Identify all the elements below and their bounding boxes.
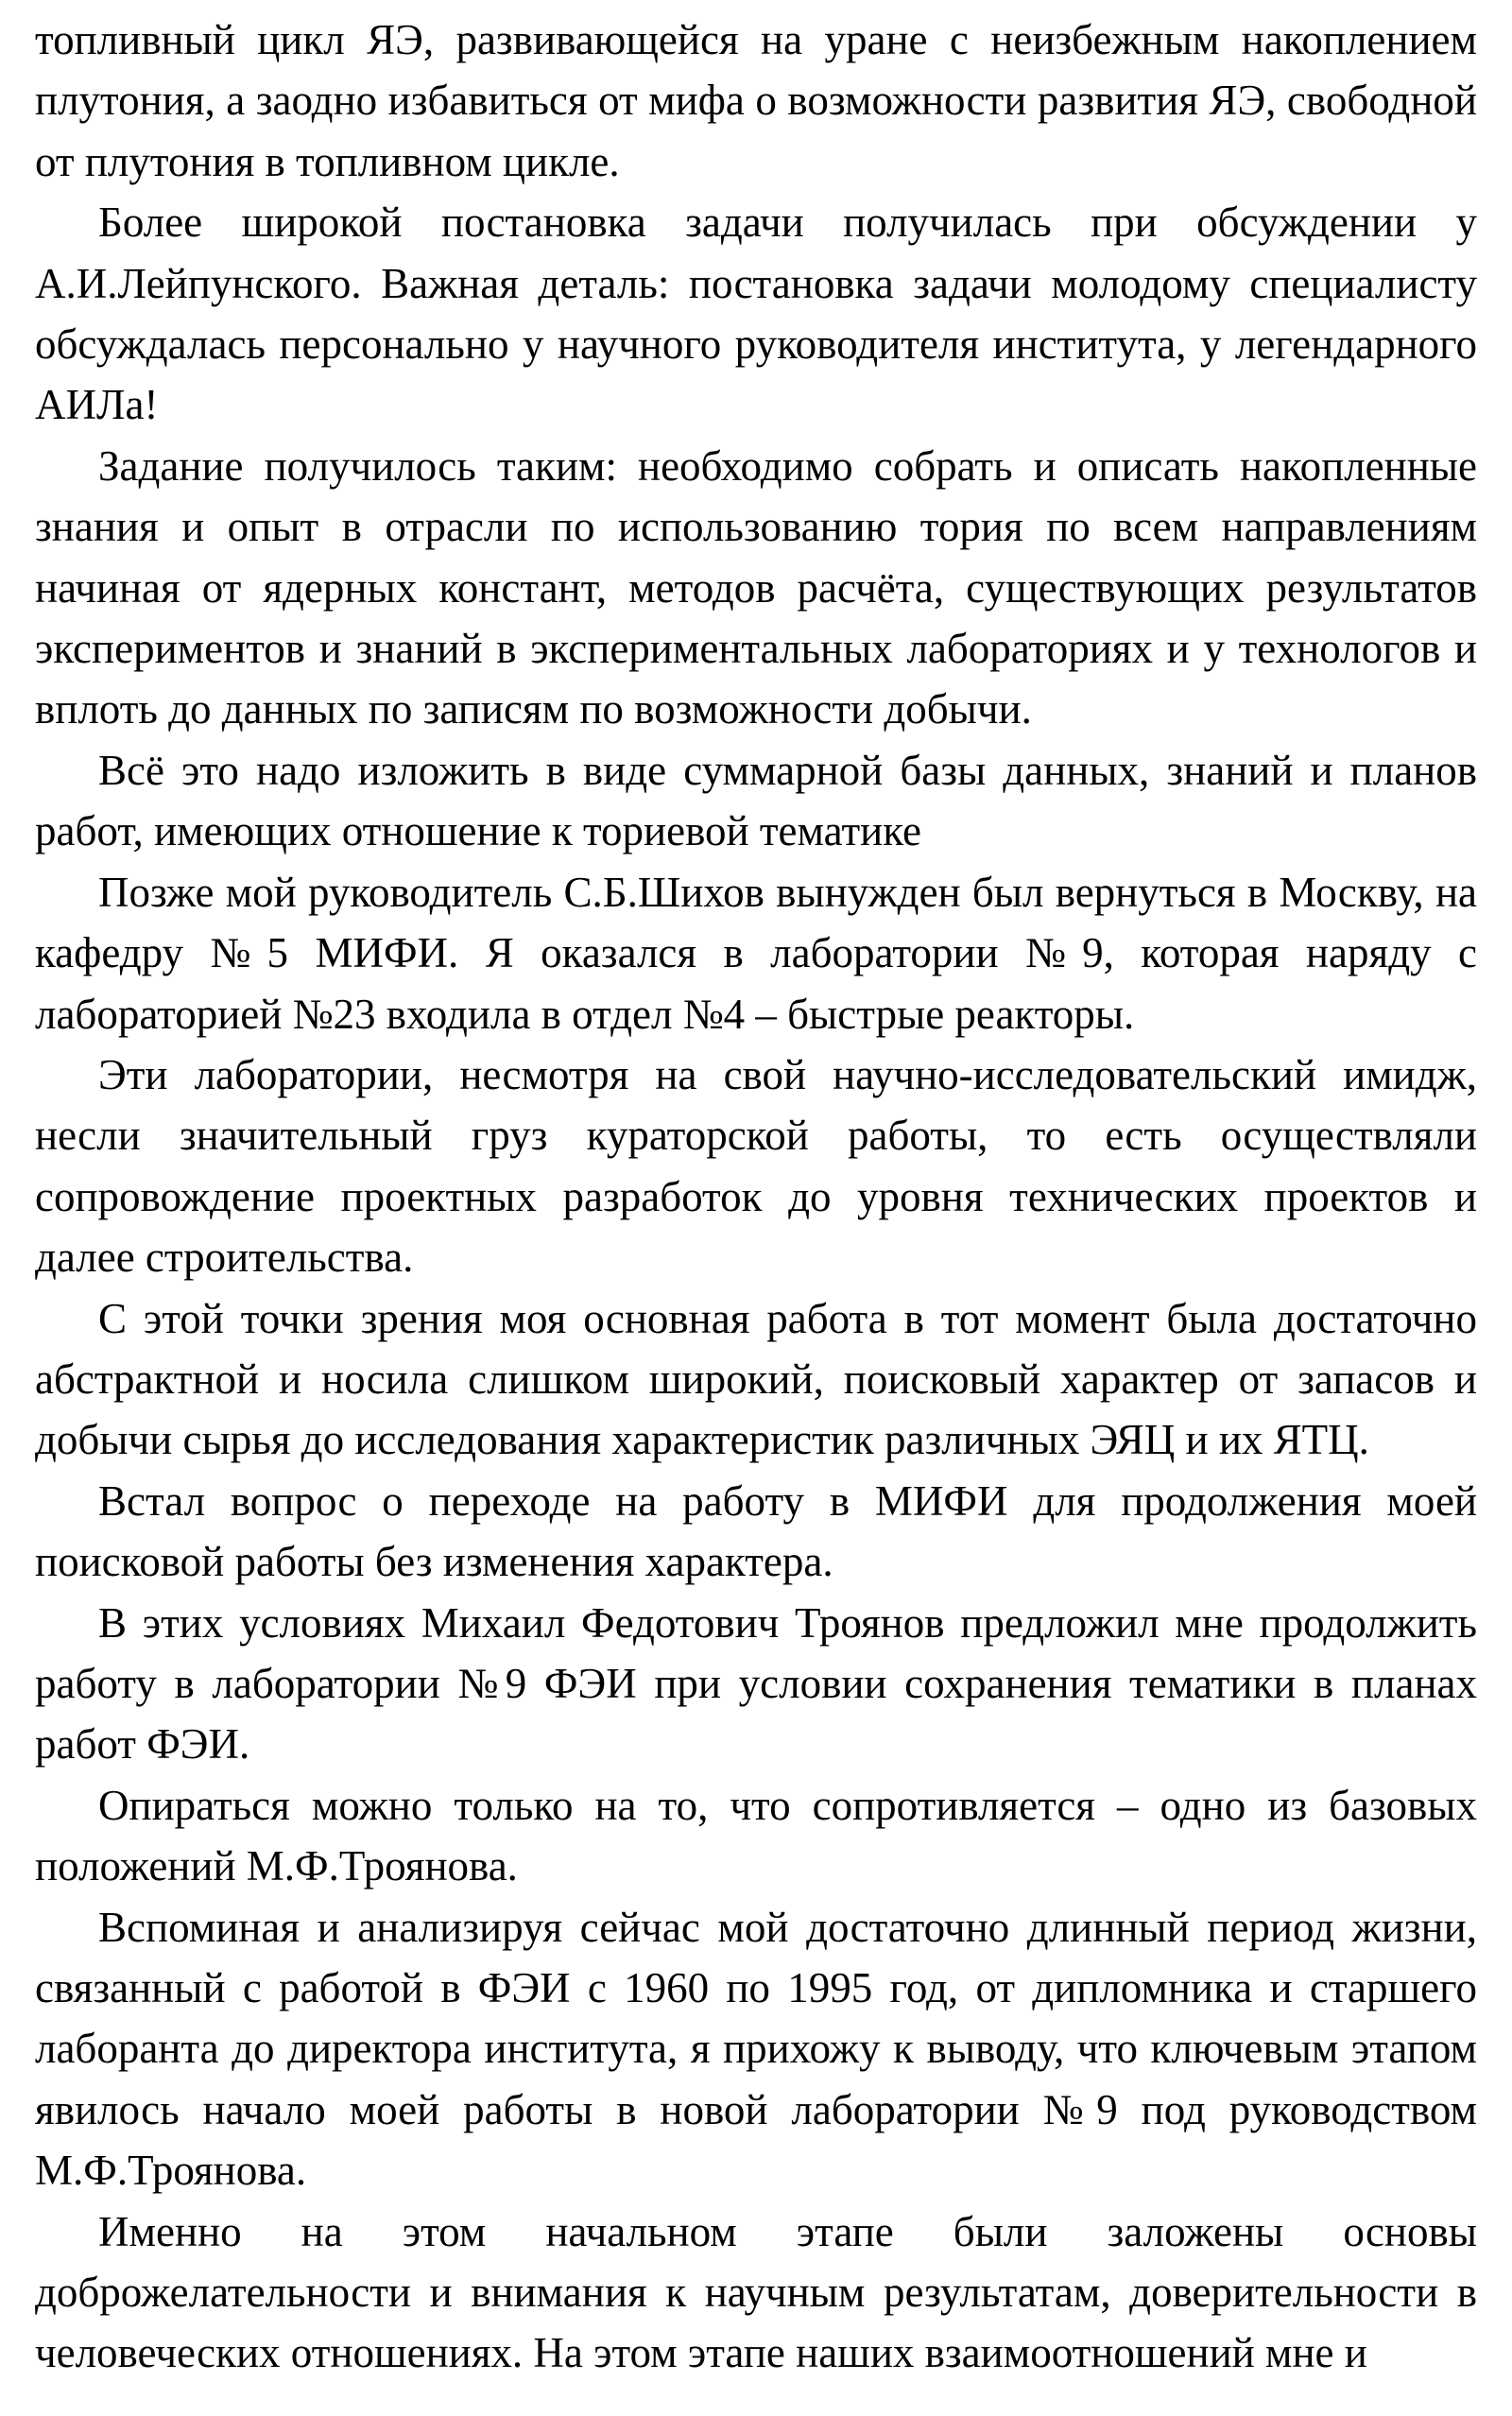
paragraph: С этой точки зрения моя основная работа в тот момент была достаточно абстрактной и носила слишком широкий, поисковый характер от запасов и добычи сырья до исследования характеристик различных ЭЯЦ и их ЯТЦ. [35,1294,1477,1464]
paragraph: Более широкой постановка задачи получилась при обсуждении у А.И.Лейпунского. Важная деталь: постановка задачи молодому специалисту обсуждалась персонально у научного руководителя института, у легендарного АИЛа! [35,198,1477,429]
paragraph: Позже мой руководитель С.Б.Шихов вынужден был вернуться в Москву, на кафедру №5 МИФИ. Я оказался в лаборатории №9, которая наряду с лабораторией №23 входила в отдел №4 – быстрые реакторы. [35,868,1477,1038]
paragraph: Вспоминая и анализируя сейчас мой достаточно длинный период жизни, связанный с работой в ФЭИ с 1960 по 1995 год, от дипломника и старшего лаборанта до директора института, я прихожу к выводу, что ключевым этапом явилось начало моей работы в новой лаборатории №9 под руководством М.Ф.Троянова. [35,1903,1477,2195]
paragraph: Именно на этом начальном этапе были заложены основы доброжелательности и внимания к научным результатам, доверительности в человеческих отношениях. На этом этапе наших взаимоотношений мне и [35,2207,1477,2377]
paragraph: В этих условиях Михаил Федотович Троянов предложил мне продолжить работу в лаборатории №9 ФЭИ при условии сохранения тематики в планах работ ФЭИ. [35,1598,1477,1769]
paragraph: Всё это надо изложить в виде суммарной базы данных, знаний и планов работ, имеющих отношение к ториевой тематике [35,746,1477,855]
document-page [35,0,1477,2384]
paragraph: Встал вопрос о переходе на работу в МИФИ для продолжения моей поисковой работы без изменения характера. [35,1476,1477,1586]
paragraph: Опираться можно только на то, что сопротивляется – одно из базовых положений М.Ф.Троянова. [35,1781,1477,1890]
paragraph: Эти лаборатории, несмотря на свой научно-исследовательский имидж, несли значительный груз кураторской работы, то есть осуществляли сопровождение проектных разработок до уровня технических проектов и далее строительства. [35,1050,1477,1282]
paragraph: Задание получилось таким: необходимо собрать и описать накопленные знания и опыт в отрасли по использованию тория по всем направлениям начиная от ядерных констант, методов расчёта, существующих результатов экспериментов и знаний в экспериментальных лабораториях и у технологов и вплоть до данных по записям по возможности добычи. [35,441,1477,733]
paragraph-continuation: топливный цикл ЯЭ, развивающейся на уране с неизбежным накоплением плутония, а заодно избавиться от мифа о возможности развития ЯЭ, свободной от плутония в топливном цикле. [35,16,1477,185]
